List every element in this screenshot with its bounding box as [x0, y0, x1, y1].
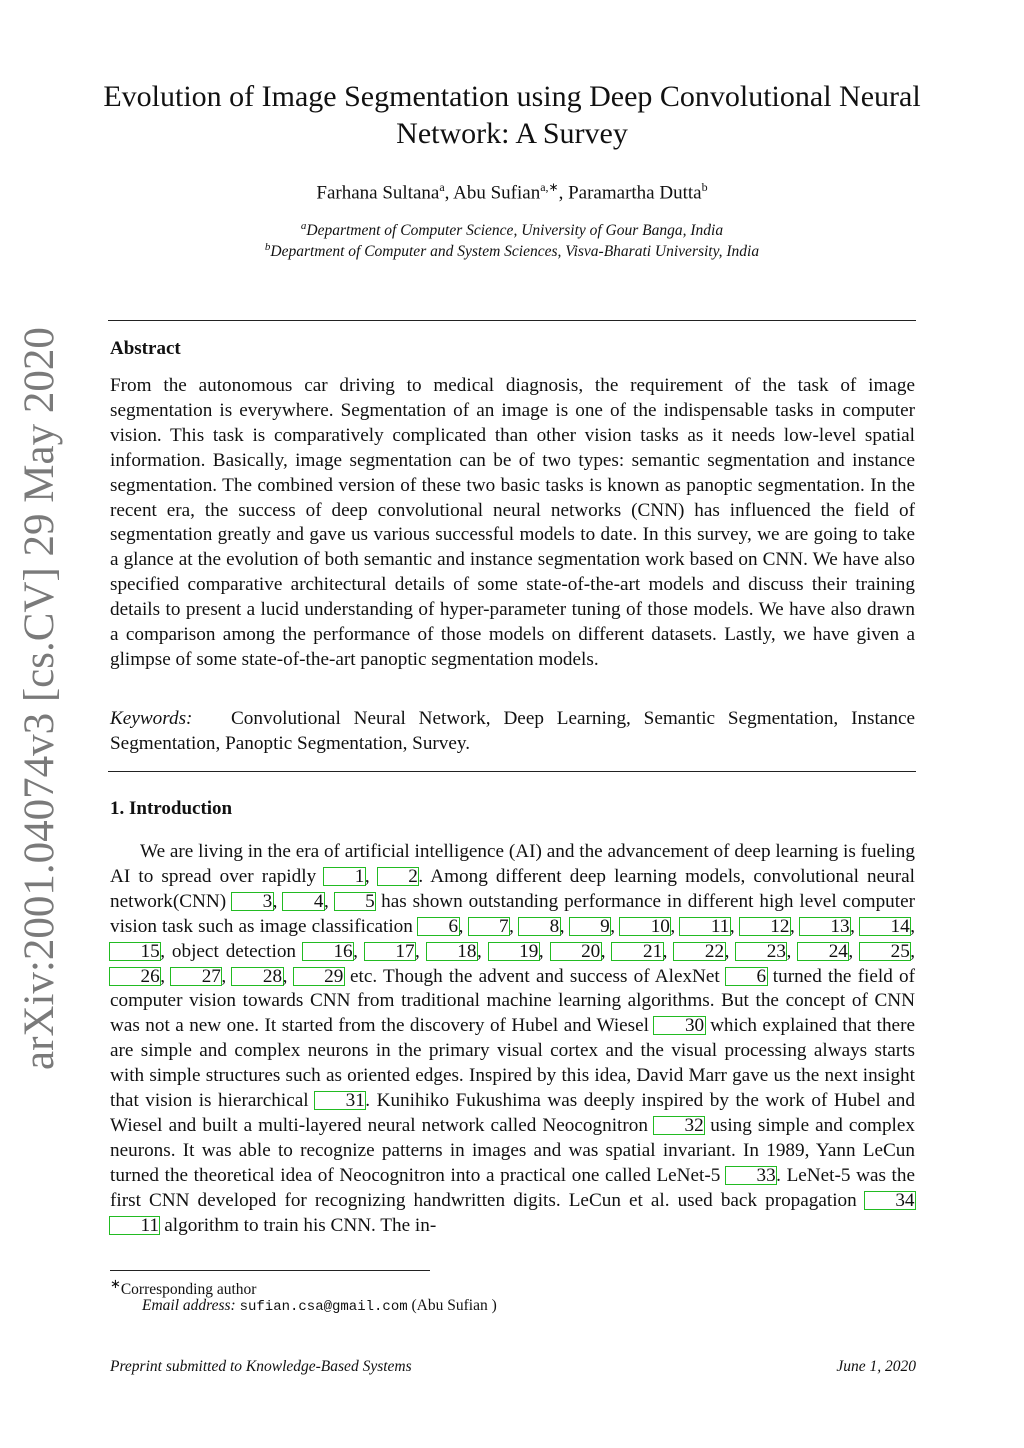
introduction-heading: 1. Introduction	[110, 798, 233, 819]
affiliation-text: Department of Computer Science, University of Gour Banga, India	[306, 222, 724, 240]
citation-link[interactable]: 34	[865, 1192, 915, 1209]
intro-text-run: turned the field of computer vision towards CNN from traditional machine learning algorithms. But the concept of CNN was not a new one. It started from the discovery of Hubel and Wiesel	[110, 965, 916, 1037]
intro-text-run: ,	[786, 940, 799, 962]
citation-link[interactable]: 9	[570, 918, 611, 935]
intro-text-run: ,	[282, 965, 294, 987]
author-name: Abu Sufian	[453, 182, 541, 204]
intro-text-run: ,	[850, 915, 861, 937]
affiliation	[100, 241, 924, 261]
citation-link[interactable]: 17	[365, 943, 415, 960]
author-affil-mark: b	[701, 180, 708, 194]
footnote-corresponding-text: Corresponding author	[120, 1281, 257, 1299]
citation-link[interactable]: 19	[489, 943, 539, 960]
intro-text-run: . LeNet-5 was the first CNN developed for recognizing handwritten digits. LeCun et al. used back propagation	[110, 1164, 915, 1211]
intro-text-run: . Kunihiko Fukushima was deeply inspired by the work of Hubel and Wiesel and built a multi-layered neural network called Neocognitron	[110, 1090, 915, 1136]
intro-text-run: ,	[458, 915, 469, 937]
citation-link[interactable]: 27	[171, 968, 221, 985]
citation-link[interactable]: 33	[726, 1167, 776, 1184]
email-address[interactable]: sufian.csa@gmail.com	[239, 1299, 408, 1315]
intro-text-run: ,	[662, 940, 675, 962]
citation-link[interactable]: 31	[315, 1092, 365, 1109]
intro-text-run: using simple and complex neurons. It was able to recognize patterns in images and was spatial invariant. In 1989, Yann LeCun turned the theoretical idea of Neocognitron into a practical one called LeNet-5	[110, 1114, 915, 1186]
citation-link[interactable]: 21	[612, 943, 662, 960]
intro-text-run: ,	[323, 890, 335, 912]
footer-date: June 1, 2020	[836, 1358, 916, 1375]
arxiv-identifier-stamp: arXiv:2001.04074v3 [cs.CV] 29 May 2020	[16, 327, 63, 1070]
intro-text-run: has shown outstanding performance in different high level computer vision task such as image classification	[110, 890, 916, 937]
keywords-text: Convolutional Neural Network, Deep Learning, Semantic Segmentation, Instance Segmentation, Panoptic Segmentation, Survey.	[110, 708, 916, 754]
citation-link[interactable]: 8	[519, 918, 560, 935]
footer-submission-note: Preprint submitted to Knowledge-Based Systems	[110, 1358, 412, 1375]
citation-link[interactable]: 20	[551, 943, 601, 960]
citation-link[interactable]: 6	[726, 968, 767, 985]
citation-link[interactable]: 12	[740, 918, 790, 935]
introduction-body	[110, 840, 915, 1239]
intro-text-run: which explained that there are simple and complex neurons in the primary visual cortex and the visual processing always starts with simple structures such as oriented edges. Inspired by this idea, David Marr gave us the next insight that vision is hierarchical	[110, 1015, 915, 1112]
intro-text-run: ,	[724, 940, 737, 962]
intro-text-run: ,	[538, 940, 551, 962]
title-line-1: Evolution of Image Segmentation using Deep Convolutional Neural	[103, 80, 921, 113]
intro-text-run: ,	[610, 915, 621, 937]
intro-text-run: etc. Though the advent and success of AlexNet	[343, 965, 726, 987]
intro-text-run: ,	[272, 890, 284, 912]
intro-text-run: ,	[353, 940, 365, 962]
email-label: Email address:	[142, 1297, 236, 1314]
author-list: Farhana Sultana$^a$, Abu Sufian$^{a,∗}$, Paramartha Dutta$^b$	[316, 180, 708, 204]
author-name: Paramartha Dutta	[568, 182, 702, 204]
intro-text-run: ,	[910, 915, 916, 937]
abstract-heading: Abstract	[110, 338, 181, 359]
citation-link[interactable]: 3	[232, 893, 273, 910]
intro-text-run: ,	[670, 915, 681, 937]
intro-text-run: ,	[509, 915, 520, 937]
intro-text-run: We are living in the era of artificial intelligence (AI) and the advancement of deep learning is fueling AI to spread over rapidly	[110, 841, 915, 887]
citation-link[interactable]: 32	[654, 1117, 704, 1134]
citation-link[interactable]: 15	[110, 943, 160, 960]
intro-text-run: , object detection	[160, 940, 303, 962]
citation-link[interactable]: 25	[860, 943, 910, 960]
abstract-body: From the autonomous car driving to medical diagnosis, the requirement of the task of image segmentation is everywhere. Segmentation of an image is one of the indispensable tasks in computer vision. This task is comparatively complicated than other vision tasks as it needs low-level spatial information. Basically, image segmentation can be of two types: semantic segmentation and instance segmentation. The combined version of these two basic tasks is known as panoptic segmentation. In the recent era, the success of deep convolutional neural networks (CNN) has influenced the field of segmentation greatly and gave us various successful models to date. In this survey, we are going to take a glance at the evolution of both semantic and instance segmentation work based on CNN. We have also specified comparative architectural details of some state-of-the-art models and discuss their training details to present a lucid understanding of hyper-parameter tuning of those models. We have also drawn a comparison among the performance of those models on different datasets. Lastly, we have given a glimpse of some state-of-the-art panoptic segmentation models.	[110, 375, 915, 670]
intro-text-run: ,	[476, 940, 489, 962]
citation-link[interactable]: 23	[736, 943, 786, 960]
intro-text-run: ,	[364, 865, 378, 887]
bottom-divider	[108, 771, 916, 772]
top-divider	[108, 320, 916, 321]
title-line-2: Network: A Survey	[396, 117, 628, 150]
citation-link[interactable]: 24	[798, 943, 848, 960]
citation-link[interactable]: 28	[232, 968, 282, 985]
affiliation-mark: a	[300, 220, 307, 232]
citation-link[interactable]: 1	[324, 868, 365, 885]
footnote-mark: ∗	[110, 1276, 121, 1291]
citation-link[interactable]: 13	[800, 918, 850, 935]
affiliation-text: Department of Computer and System Sciences, Visva-Bharati University, India	[270, 243, 760, 261]
intro-text-run: algorithm to train his CNN. The in-	[159, 1214, 437, 1236]
citation-link[interactable]: 30	[654, 1017, 704, 1034]
intro-text-run: ,	[789, 915, 800, 937]
intro-text-run: ,	[415, 940, 427, 962]
intro-text-run: ,	[559, 915, 570, 937]
email-owner: (Abu Sufian )	[411, 1297, 497, 1314]
intro-text-run: ,	[221, 965, 233, 987]
citation-link[interactable]: 14	[860, 918, 910, 935]
intro-text-run: ,	[848, 940, 861, 962]
citation-link[interactable]: 16	[303, 943, 353, 960]
citation-link[interactable]: 26	[110, 968, 160, 985]
citation-link[interactable]: 6	[418, 918, 459, 935]
footnote-email	[142, 1297, 497, 1315]
affiliation-mark: b	[264, 241, 271, 253]
footnote-corresponding	[110, 1276, 256, 1299]
paper-title	[100, 78, 924, 152]
citation-link[interactable]: 5	[335, 893, 376, 910]
citation-link[interactable]: 2	[378, 868, 419, 885]
footnote-divider	[110, 1270, 430, 1271]
keywords-label: Keywords:	[110, 708, 193, 729]
citation-link[interactable]: 11	[680, 918, 729, 935]
citation-link[interactable]: 18	[427, 943, 477, 960]
affiliation	[100, 220, 924, 240]
citation-link[interactable]: 4	[283, 893, 324, 910]
author-affil-mark: a,∗	[540, 180, 559, 194]
intro-text-run: ,	[160, 965, 172, 987]
author-affil-mark: a	[439, 180, 445, 194]
citation-link[interactable]: 11	[110, 1217, 159, 1234]
intro-text-run: . Among different deep learning models, convolutional neural network(CNN)	[110, 865, 915, 912]
citation-link[interactable]: 7	[469, 918, 510, 935]
keywords	[110, 707, 915, 757]
intro-text-run: ,	[729, 915, 740, 937]
citation-link[interactable]: 22	[674, 943, 724, 960]
intro-text-run: ,	[600, 940, 613, 962]
citation-link[interactable]: 10	[620, 918, 670, 935]
author-name: Farhana Sultana	[316, 182, 440, 204]
citation-link[interactable]: 29	[294, 968, 344, 985]
intro-text-run: ,	[910, 940, 916, 962]
